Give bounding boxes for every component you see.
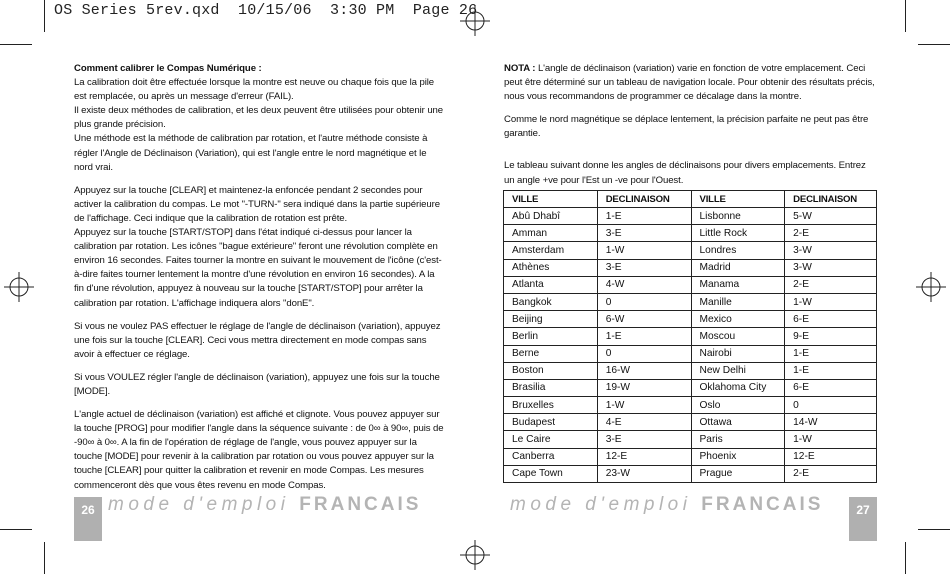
declination-cell: 1-E xyxy=(597,328,691,345)
declination-cell: 1-E xyxy=(785,345,877,362)
city-cell: Canberra xyxy=(504,448,598,465)
declination-cell: 2-E xyxy=(785,465,877,482)
paragraph: Appuyez sur la touche [START/STOP] dans l'état indiqué ci-dessus pour lancer la calibration par rotation. Les icônes "bague extérieure" feront une révolution complète en environ 16 secondes. Faites tourner la montre en suivant le mouvement de l'icône (c'est-à-dire faites tourner lentement la montre d'une révolution en environ 16 secondes). A la fin d'une révolution, appuyez à nouveau sur la touche [START/STOP] pour arrêter la calibration par rotation. L'affichage indiquera alors "donE". xyxy=(74,227,442,309)
page-number-right: 27 xyxy=(849,497,877,541)
declination-cell: 14-W xyxy=(785,414,877,431)
city-cell: Manama xyxy=(691,276,785,293)
city-cell: Paris xyxy=(691,431,785,448)
city-cell: Athènes xyxy=(504,259,598,276)
declination-cell: 6-E xyxy=(785,311,877,328)
crop-mark xyxy=(44,0,45,32)
table-row xyxy=(504,465,877,482)
nota-text: L'angle de déclinaison (variation) varie en fonction de votre emplacement. Ceci peut être déterminé sur un tableau de navigation locale. Pour obtenir des résultats précis, nous vous recommandons de programmer ce décalage dans la montre. xyxy=(504,63,875,103)
declination-cell: 9-E xyxy=(785,328,877,345)
table-row xyxy=(504,397,877,414)
city-cell: Berne xyxy=(504,345,598,362)
table-row xyxy=(504,208,877,225)
footer-text: mode d'emploi xyxy=(510,494,692,515)
declination-cell: 6-W xyxy=(597,311,691,328)
paragraph: Une méthode est la méthode de calibration par rotation, et l'autre méthode consiste à régler l'Angle de Déclinaison (Variation), qui est l'angle entre le nord magnétique et le nord vrai. xyxy=(74,133,428,173)
city-cell: Prague xyxy=(691,465,785,482)
city-cell: Le Caire xyxy=(504,431,598,448)
crop-mark xyxy=(0,529,32,530)
left-page-body xyxy=(74,62,444,502)
declination-cell: 1-W xyxy=(597,242,691,259)
declination-cell: 5-W xyxy=(785,208,877,225)
table-row xyxy=(504,431,877,448)
crop-mark xyxy=(905,542,906,574)
city-cell: Lisbonne xyxy=(691,208,785,225)
city-cell: Phoenix xyxy=(691,448,785,465)
nota-label: NOTA : xyxy=(504,63,536,74)
city-cell: Abû Dhabî xyxy=(504,208,598,225)
paragraph: La calibration doit être effectuée lorsque la montre est neuve ou chaque fois que la pile est remplacée, ou après un message d'erreur (FAIL). xyxy=(74,77,434,103)
city-cell: Madrid xyxy=(691,259,785,276)
declination-table xyxy=(503,190,877,483)
city-cell: Nairobi xyxy=(691,345,785,362)
crop-mark xyxy=(0,44,32,45)
declination-cell: 3-W xyxy=(785,259,877,276)
table-row xyxy=(504,242,877,259)
paragraph: Le tableau suivant donne les angles de déclinaisons pour divers emplacements. Entrez un angle +ve pour l'Est un -ve pour l'Ouest. xyxy=(504,160,866,186)
city-cell: Boston xyxy=(504,362,598,379)
crop-mark xyxy=(918,529,950,530)
city-cell: Little Rock xyxy=(691,225,785,242)
city-cell: Amsterdam xyxy=(504,242,598,259)
footer-right xyxy=(510,494,823,522)
table-row xyxy=(504,276,877,293)
city-cell: Brasilia xyxy=(504,379,598,396)
city-cell: Ottawa xyxy=(691,414,785,431)
footer-text: mode d'emploi xyxy=(108,494,290,515)
table-row xyxy=(504,379,877,396)
paragraph: Si vous ne voulez PAS effectuer le réglage de l'angle de déclinaison (variation), appuyez une fois sur la touche [CLEAR]. Ceci vous mettra directement en mode compas sans avoir à effectuer ce réglage. xyxy=(74,320,441,360)
declination-cell: 2-E xyxy=(785,276,877,293)
table-header-row xyxy=(504,191,877,208)
table-row xyxy=(504,448,877,465)
table-row xyxy=(504,259,877,276)
city-cell: Cape Town xyxy=(504,465,598,482)
table-row xyxy=(504,345,877,362)
column-header: DECLINAISON xyxy=(785,191,877,208)
declination-cell: 12-E xyxy=(785,448,877,465)
declination-cell: 3-E xyxy=(597,431,691,448)
city-cell: Beijing xyxy=(504,311,598,328)
crop-mark xyxy=(44,542,45,574)
declination-cell: 1-W xyxy=(597,397,691,414)
city-cell: New Delhi xyxy=(691,362,785,379)
table-row xyxy=(504,328,877,345)
registration-mark-icon xyxy=(460,540,490,570)
paragraph: Appuyez sur la touche [CLEAR] et maintenez-la enfoncée pendant 2 secondes pour activer la calibration du compas. Le mot "-TURN-" sera indiqué dans la partie supérieure de l'affichage. Ceci indique que la calibration de rotation est prête. xyxy=(74,184,440,224)
right-page-body xyxy=(504,62,876,197)
paragraph: L'angle actuel de déclinaison (variation) est affiché et clignote. Vous pouvez appuyer sur la touche [PROG] pour modifier l'angle dans la séquence suivante : de 0∞ à 90∞, puis de -90∞ à 0∞. A la fin de l'opération de réglage de l'angle, vous pouvez appuyer sur la touche [MODE] pour revenir à la calibration par rotation ou vous pouvez appuyer sur la touche [CLEAR] pour quitter la calibration et revenir en mode Compas. Les mesures commenceront dès que vous êtes revenu en mode Compas. xyxy=(74,409,444,491)
declination-cell: 3-E xyxy=(597,259,691,276)
column-header: VILLE xyxy=(691,191,785,208)
city-cell: Amman xyxy=(504,225,598,242)
column-header: DECLINAISON xyxy=(597,191,691,208)
print-slug: OS Series 5rev.qxd 10/15/06 3:30 PM Page 26 xyxy=(54,2,478,19)
paragraph: Il existe deux méthodes de calibration, et les deux peuvent être utilisées pour obtenir une plus grande précision. xyxy=(74,105,444,131)
declination-cell: 1-E xyxy=(597,208,691,225)
table-row xyxy=(504,293,877,310)
declination-cell: 1-W xyxy=(785,431,877,448)
declination-cell: 16-W xyxy=(597,362,691,379)
city-cell: Budapest xyxy=(504,414,598,431)
city-cell: Oslo xyxy=(691,397,785,414)
declination-cell: 6-E xyxy=(785,379,877,396)
table-row xyxy=(504,225,877,242)
city-cell: Mexico xyxy=(691,311,785,328)
declination-cell: 3-E xyxy=(597,225,691,242)
footer-language: FRANCAIS xyxy=(299,494,422,515)
declination-cell: 3-W xyxy=(785,242,877,259)
declination-cell: 23-W xyxy=(597,465,691,482)
city-cell: Bruxelles xyxy=(504,397,598,414)
declination-cell: 0 xyxy=(597,345,691,362)
footer-language: FRANCAIS xyxy=(701,494,824,515)
declination-cell: 4-E xyxy=(597,414,691,431)
paragraph: Si vous VOULEZ régler l'angle de déclinaison (variation), appuyez une fois sur la touche [MODE]. xyxy=(74,371,440,397)
crop-mark xyxy=(905,0,906,32)
declination-cell: 1-E xyxy=(785,362,877,379)
crop-mark xyxy=(918,44,950,45)
declination-cell: 4-W xyxy=(597,276,691,293)
declination-cell: 1-W xyxy=(785,293,877,310)
declination-cell: 19-W xyxy=(597,379,691,396)
city-cell: Londres xyxy=(691,242,785,259)
city-cell: Bangkok xyxy=(504,293,598,310)
city-cell: Oklahoma City xyxy=(691,379,785,396)
section-title: Comment calibrer le Compas Numérique : xyxy=(74,63,262,74)
footer-left xyxy=(108,494,421,522)
nota-paragraph xyxy=(504,62,876,104)
declination-cell: 0 xyxy=(597,293,691,310)
table-row xyxy=(504,311,877,328)
table-row xyxy=(504,414,877,431)
table-body xyxy=(504,208,877,483)
declination-cell: 0 xyxy=(785,397,877,414)
city-cell: Moscou xyxy=(691,328,785,345)
paragraph: Comme le nord magnétique se déplace lentement, la précision parfaite ne peut pas être garantie. xyxy=(504,114,869,140)
table-row xyxy=(504,362,877,379)
page-number-left: 26 xyxy=(74,497,102,541)
declination-cell: 2-E xyxy=(785,225,877,242)
column-header: VILLE xyxy=(504,191,598,208)
city-cell: Berlin xyxy=(504,328,598,345)
city-cell: Manille xyxy=(691,293,785,310)
city-cell: Atlanta xyxy=(504,276,598,293)
declination-cell: 12-E xyxy=(597,448,691,465)
registration-mark-icon xyxy=(4,272,34,302)
registration-mark-icon xyxy=(916,272,946,302)
